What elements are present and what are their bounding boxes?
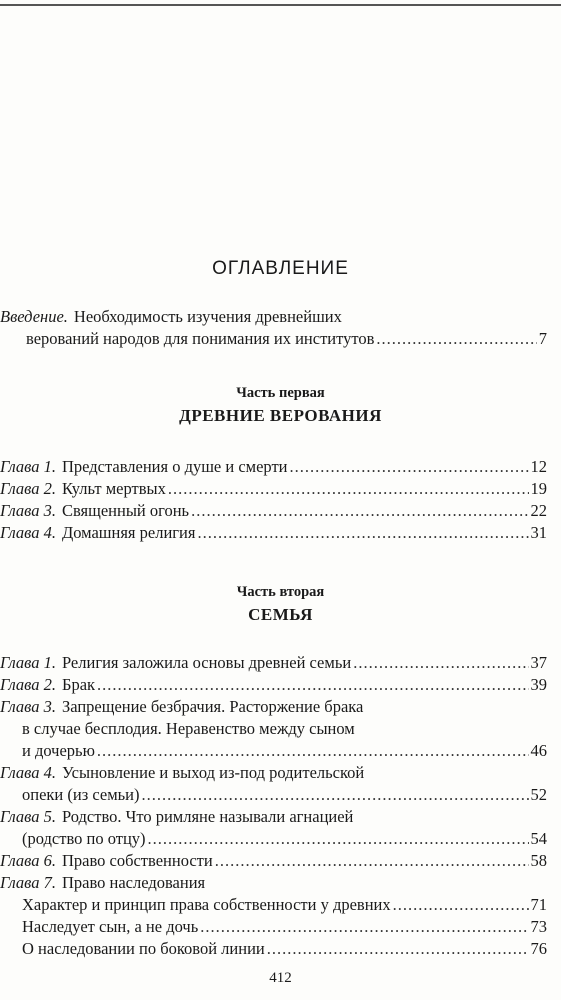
part2-chapter-2: [0, 674, 547, 696]
chapter-label: Глава 2.: [0, 675, 56, 694]
part2-subsection-2: [0, 916, 547, 938]
leader-dots: [197, 522, 528, 544]
leader-dots: [393, 894, 529, 916]
chapter-label: Глава 3.: [0, 501, 56, 520]
leader-dots: [215, 850, 529, 872]
part2-heading: Часть вторая: [236, 584, 325, 600]
subsection-page: 71: [530, 895, 547, 914]
chapter-page: 12: [530, 457, 547, 476]
part2-chapter-1: [0, 652, 547, 674]
chapter-title: Запрещение безбрачия. Расторжение брака: [61, 697, 364, 716]
intro-line-1: [0, 306, 547, 328]
part2-chapter-4-line-2: [0, 784, 547, 806]
subsection-title: О наследовании по боковой линии: [22, 939, 265, 958]
chapter-title: Домашняя религия: [61, 523, 196, 542]
leader-dots: [148, 828, 529, 850]
leader-dots: [191, 500, 528, 522]
intro-label: Введение.: [0, 307, 68, 326]
chapter-title: Брак: [61, 675, 96, 694]
chapter-label: Глава 1.: [0, 457, 56, 476]
chapter-page: 39: [530, 675, 547, 694]
leader-dots: [290, 456, 529, 478]
chapter-page: 54: [530, 829, 547, 848]
part1-chapter-list: [0, 456, 547, 544]
chapter-title-cont: (родство по отцу): [22, 829, 146, 848]
part2-chapter-5-line-1: [0, 806, 547, 828]
leader-dots: [353, 652, 528, 674]
leader-dots: [97, 740, 529, 762]
chapter-label: Глава 7.: [0, 873, 56, 892]
chapter-title-cont: в случае бесплодия. Неравенство между сыном: [22, 719, 355, 738]
chapter-label: Глава 4.: [0, 523, 56, 542]
chapter-label: Глава 6.: [0, 851, 56, 870]
intro-page: 7: [538, 329, 547, 348]
chapter-title: Родство. Что римляне называли агнацией: [61, 807, 354, 826]
part2-chapter-6: [0, 850, 547, 872]
part1-chapter-4: [0, 522, 547, 544]
chapter-page: 22: [530, 501, 547, 520]
chapter-title: Священный огонь: [61, 501, 190, 520]
chapter-page: 58: [530, 851, 547, 870]
part1-chapter-1: [0, 456, 547, 478]
part1-title: ДРЕВНИЕ ВЕРОВАНИЯ: [179, 406, 382, 425]
part2-title: СЕМЬЯ: [248, 605, 313, 624]
part2-chapter-list: [0, 652, 547, 960]
chapter-page: 19: [530, 479, 547, 498]
page-number: 412: [269, 970, 292, 986]
chapter-label: Глава 2.: [0, 479, 56, 498]
chapter-title-cont: и дочерью: [22, 741, 95, 760]
chapter-page: 37: [530, 653, 547, 672]
leader-dots: [97, 674, 528, 696]
part2-chapter-7: [0, 872, 547, 894]
subsection-page: 73: [530, 917, 547, 936]
part1-heading: Часть первая: [236, 385, 325, 401]
part2-subsection-3: [0, 938, 547, 960]
leader-dots: [141, 784, 528, 806]
chapter-title: Право наследования: [61, 873, 206, 892]
part2-chapter-5-line-2: [0, 828, 547, 850]
part2-subsection-1: [0, 894, 547, 916]
intro-entry: [0, 306, 547, 350]
intro-text-2: верований народов для понимания их институтов: [26, 329, 375, 348]
intro-text-1: Необходимость изучения древнейших: [73, 307, 342, 326]
intro-line-2: [0, 328, 547, 350]
chapter-title: Религия заложила основы древней семьи: [61, 653, 352, 672]
part1-chapter-2: [0, 478, 547, 500]
leader-dots: [376, 328, 536, 350]
top-rule: [0, 4, 561, 6]
leader-dots: [168, 478, 529, 500]
chapter-title-cont: опеки (из семьи): [22, 785, 140, 804]
chapter-title: Представления о душе и смерти: [61, 457, 288, 476]
part2-chapter-3-line-3: [0, 740, 547, 762]
chapter-page: 46: [530, 741, 547, 760]
leader-dots: [200, 916, 528, 938]
leader-dots: [267, 938, 529, 960]
chapter-label: Глава 5.: [0, 807, 56, 826]
chapter-label: Глава 3.: [0, 697, 56, 716]
chapter-page: 31: [530, 523, 547, 542]
subsection-title: Характер и принцип права собственности у древних: [22, 895, 391, 914]
chapter-label: Глава 1.: [0, 653, 56, 672]
subsection-title: Наследует сын, а не дочь: [22, 917, 199, 936]
chapter-page: 52: [530, 785, 547, 804]
chapter-title: Культ мертвых: [61, 479, 166, 498]
subsection-page: 76: [530, 939, 547, 958]
chapter-title: Право собственности: [61, 851, 213, 870]
chapter-title: Усыновление и выход из-под родительской: [61, 763, 365, 782]
part2-chapter-3-line-1: [0, 696, 547, 718]
part2-chapter-3-line-2: [0, 718, 547, 740]
chapter-label: Глава 4.: [0, 763, 56, 782]
part1-chapter-3: [0, 500, 547, 522]
toc-title: ОГЛАВЛЕНИЕ: [212, 258, 349, 279]
part2-chapter-4-line-1: [0, 762, 547, 784]
